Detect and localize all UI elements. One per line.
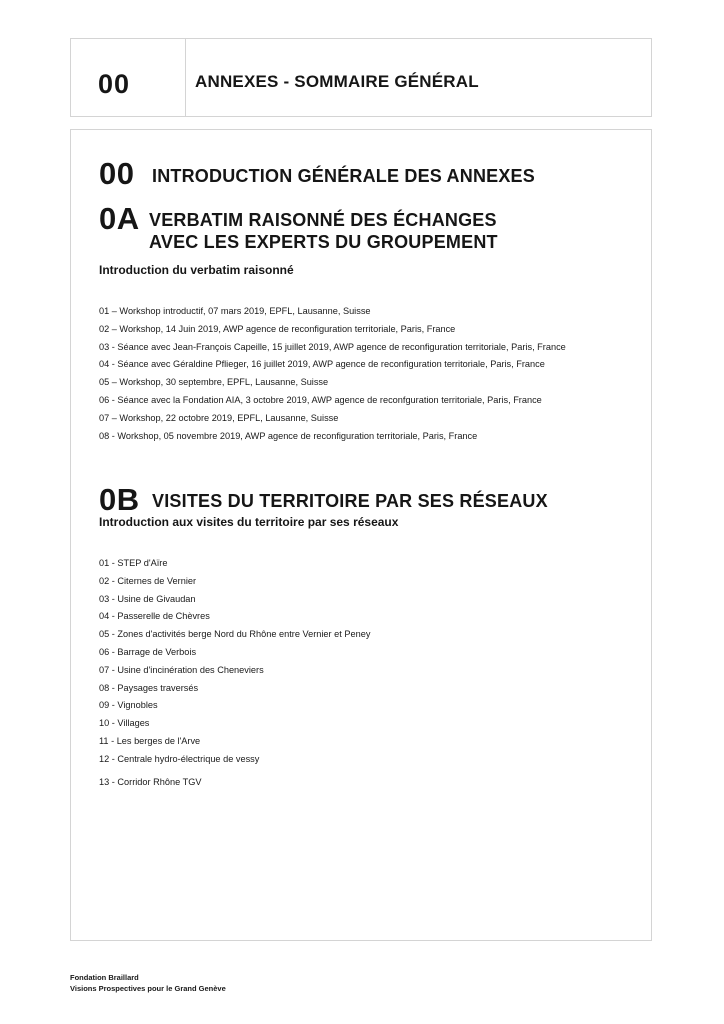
list-item: 07 – Workshop, 22 octobre 2019, EPFL, Lausanne, Suisse xyxy=(99,412,339,423)
list-item: 08 - Workshop, 05 novembre 2019, AWP agence de reconfiguration territoriale, Paris, France xyxy=(99,430,478,441)
section-0b-title: VISITES DU TERRITOIRE PAR SES RÉSEAUX xyxy=(152,491,548,511)
section-0a-title-line1: VERBATIM RAISONNÉ DES ÉCHANGES xyxy=(149,210,497,230)
list-item: 11 - Les berges de l'Arve xyxy=(99,735,201,746)
list-item: 09 - Vignobles xyxy=(99,700,158,711)
list-item: 02 - Citernes de Vernier xyxy=(99,575,197,586)
chapter-number: 00 xyxy=(98,69,131,99)
list-item: 03 - Séance avec Jean-François Capeille, 15 juillet 2019, AWP agence de reconfiguration territoriale, Paris, France xyxy=(99,341,566,352)
list-item: 06 - Séance avec la Fondation AIA, 3 octobre 2019, AWP agence de reconfguration territoriale, Paris, France xyxy=(99,394,542,405)
footer-subtitle: Visions Prospectives pour le Grand Genève xyxy=(70,984,226,993)
list-item: 02 – Workshop, 14 Juin 2019, AWP agence de reconfiguration territoriale, Paris, France xyxy=(99,323,456,334)
list-item: 01 - STEP d'Aïre xyxy=(99,558,168,568)
list-item: 12 - Centrale hydro-électrique de vessy xyxy=(99,753,260,764)
section-0a-list xyxy=(99,303,566,445)
list-item: 06 - Barrage de Verbois xyxy=(99,646,197,657)
list-item: 13 - Corridor Rhône TGV xyxy=(99,776,202,787)
page-header xyxy=(70,38,652,117)
section-0b-list xyxy=(99,555,370,791)
list-item: 05 - Zones d'activités berge Nord du Rhône entre Vernier et Peney xyxy=(99,629,371,640)
page-footer xyxy=(70,972,226,994)
list-item: 10 - Villages xyxy=(99,718,150,729)
list-item: 03 - Usine de Givaudan xyxy=(99,593,196,604)
section-0a-number: 0A xyxy=(99,201,140,236)
section-0a-intro: Introduction du verbatim raisonné xyxy=(99,263,294,277)
list-item: 01 – Workshop introductif, 07 mars 2019, EPFL, Lausanne, Suisse xyxy=(99,306,371,316)
list-item: 04 - Séance avec Géraldine Pflieger, 16 juillet 2019, AWP agence de reconfiguration territoriale, Paris, France xyxy=(99,359,545,370)
footer-organization: Fondation Braillard xyxy=(70,973,139,982)
header-divider xyxy=(185,39,186,116)
section-0b-number: 0B xyxy=(99,482,140,517)
list-item: 08 - Paysages traversés xyxy=(99,682,199,693)
list-item: 04 - Passerelle de Chèvres xyxy=(99,611,210,622)
list-item: 07 - Usine d'incinération des Cheneviers xyxy=(99,664,264,675)
section-00-number: 00 xyxy=(99,156,135,191)
page-title: ANNEXES - SOMMAIRE GÉNÉRAL xyxy=(195,72,479,91)
section-00-title: INTRODUCTION GÉNÉRALE DES ANNEXES xyxy=(152,166,535,186)
table-of-contents xyxy=(70,129,652,941)
section-0a-title-line2: AVEC LES EXPERTS DU GROUPEMENT xyxy=(149,232,498,252)
section-0b-intro: Introduction aux visites du territoire par ses réseaux xyxy=(99,515,399,529)
list-item: 05 – Workshop, 30 septembre, EPFL, Lausanne, Suisse xyxy=(99,377,329,388)
